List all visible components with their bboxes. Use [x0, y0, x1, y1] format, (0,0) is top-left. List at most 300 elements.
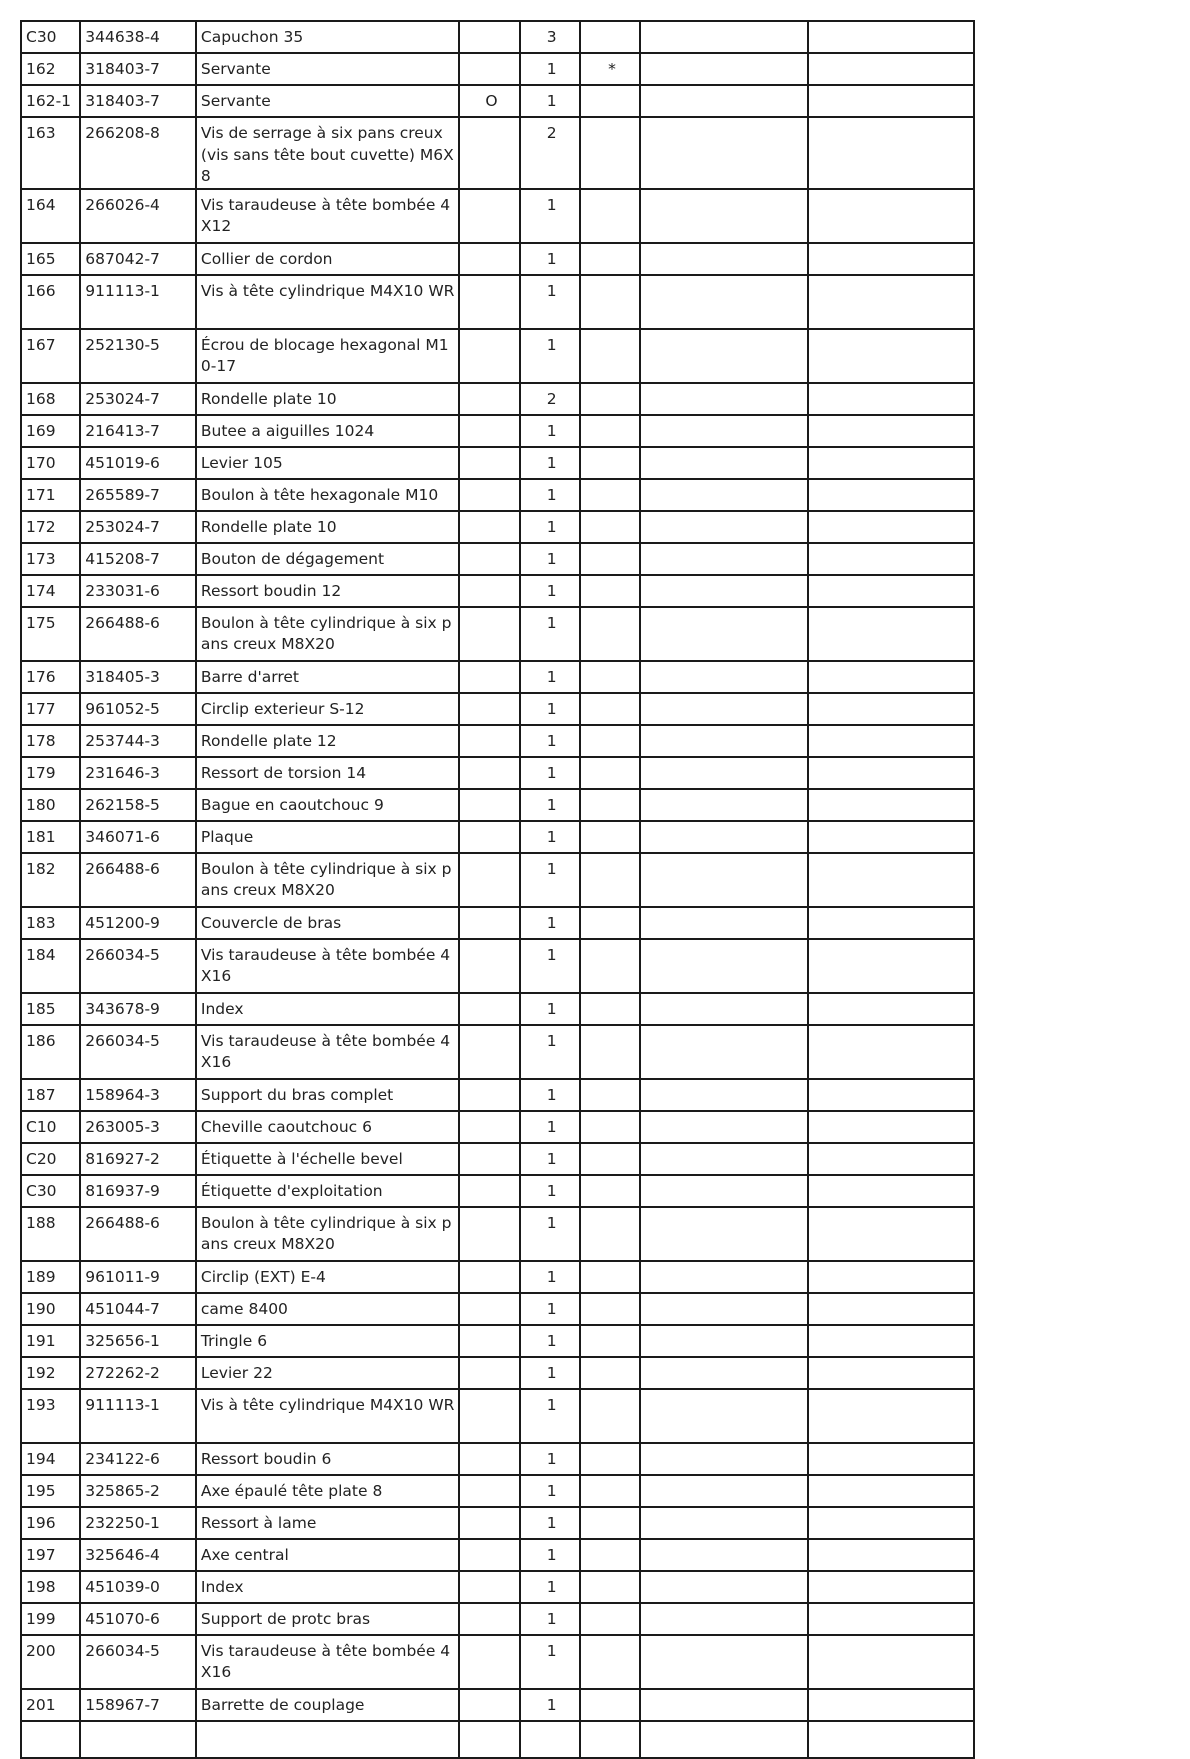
empty-cell: [808, 693, 974, 725]
item-number-cell: 200: [21, 1635, 80, 1689]
note-cell: [580, 757, 640, 789]
description-cell: Rondelle plate 12: [196, 725, 459, 757]
empty-cell: [808, 447, 974, 479]
empty-cell: [808, 725, 974, 757]
description-cell: Rondelle plate 10: [196, 511, 459, 543]
quantity-cell: 1: [520, 1357, 580, 1389]
option-cell: [459, 243, 519, 275]
empty-cell: [808, 1689, 974, 1721]
quantity-cell: 1: [520, 907, 580, 939]
quantity-cell: 1: [520, 1571, 580, 1603]
table-row: [21, 383, 974, 415]
description-cell: Vis taraudeuse à tête bombée 4X16: [196, 1635, 459, 1689]
table-row: [21, 415, 974, 447]
table-row: [21, 1143, 974, 1175]
empty-cell: [808, 1261, 974, 1293]
quantity-cell: 1: [520, 1475, 580, 1507]
empty-cell: [808, 415, 974, 447]
empty-cell: [808, 275, 974, 329]
empty-cell: [640, 575, 808, 607]
item-number-cell: 197: [21, 1539, 80, 1571]
empty-cell: [808, 1443, 974, 1475]
empty-cell: [640, 789, 808, 821]
note-cell: [580, 383, 640, 415]
quantity-cell: 1: [520, 607, 580, 661]
empty-cell: [808, 993, 974, 1025]
table-row: [21, 1603, 974, 1635]
quantity-cell: 1: [520, 757, 580, 789]
item-number-cell: C20: [21, 1143, 80, 1175]
empty-cell: [640, 543, 808, 575]
part-number-cell: 318405-3: [80, 661, 196, 693]
option-cell: [459, 821, 519, 853]
part-number-cell: 158964-3: [80, 1079, 196, 1111]
quantity-cell: 1: [520, 1443, 580, 1475]
quantity-cell: 1: [520, 789, 580, 821]
part-number-cell: 325656-1: [80, 1325, 196, 1357]
description-cell: Index: [196, 1571, 459, 1603]
note-cell: [580, 543, 640, 575]
empty-cell: [808, 1357, 974, 1389]
table-row: [21, 1079, 974, 1111]
quantity-cell: 1: [520, 725, 580, 757]
empty-cell: [640, 1025, 808, 1079]
note-cell: [580, 1207, 640, 1261]
empty-cell: [640, 117, 808, 189]
parts-table-body: [21, 21, 974, 1758]
note-cell: [580, 1143, 640, 1175]
empty-cell: [640, 275, 808, 329]
note-cell: [580, 853, 640, 907]
part-number-cell: 252130-5: [80, 329, 196, 383]
quantity-cell: 1: [520, 821, 580, 853]
item-number-cell: 192: [21, 1357, 80, 1389]
table-row: [21, 1475, 974, 1507]
part-number-cell: 233031-6: [80, 575, 196, 607]
part-number-cell: 265589-7: [80, 479, 196, 511]
item-number-cell: 162-1: [21, 85, 80, 117]
part-number-cell: 451019-6: [80, 447, 196, 479]
note-cell: [580, 725, 640, 757]
description-cell: Servante: [196, 53, 459, 85]
option-cell: [459, 661, 519, 693]
description-cell: Écrou de blocage hexagonal M10-17: [196, 329, 459, 383]
description-cell: Levier 22: [196, 1357, 459, 1389]
description-cell: Boulon à tête cylindrique à six pans creux M8X20: [196, 1207, 459, 1261]
description-cell: Plaque: [196, 821, 459, 853]
item-number-cell: 198: [21, 1571, 80, 1603]
empty-cell: [640, 1111, 808, 1143]
empty-cell: [640, 447, 808, 479]
item-number-cell: 182: [21, 853, 80, 907]
item-number-cell: 188: [21, 1207, 80, 1261]
option-cell: [459, 1635, 519, 1689]
part-number-cell: 266488-6: [80, 853, 196, 907]
table-row: [21, 511, 974, 543]
part-number-cell: 318403-7: [80, 85, 196, 117]
option-cell: [459, 21, 519, 53]
description-cell: Vis de serrage à six pans creux (vis sans tête bout cuvette) M6X8: [196, 117, 459, 189]
note-cell: [580, 1635, 640, 1689]
table-row: [21, 575, 974, 607]
description-cell: Cheville caoutchouc 6: [196, 1111, 459, 1143]
description-cell: came 8400: [196, 1293, 459, 1325]
empty-cell: [640, 1261, 808, 1293]
empty-cell: [808, 789, 974, 821]
empty-cell: [640, 415, 808, 447]
note-cell: [580, 1261, 640, 1293]
empty-cell: [808, 329, 974, 383]
description-cell: Boulon à tête cylindrique à six pans creux M8X20: [196, 607, 459, 661]
table-row: [21, 821, 974, 853]
description-cell: Étiquette à l'échelle bevel: [196, 1143, 459, 1175]
empty-cell: [808, 1721, 974, 1758]
part-number-cell: 266034-5: [80, 1025, 196, 1079]
part-number-cell: 253024-7: [80, 511, 196, 543]
quantity-cell: 1: [520, 243, 580, 275]
option-cell: [459, 1143, 519, 1175]
table-row: [21, 1025, 974, 1079]
empty-cell: [808, 1079, 974, 1111]
note-cell: [580, 607, 640, 661]
quantity-cell: 1: [520, 1207, 580, 1261]
option-cell: [459, 757, 519, 789]
option-cell: [459, 1357, 519, 1389]
table-row: [21, 447, 974, 479]
description-cell: Levier 105: [196, 447, 459, 479]
part-number-cell: 325865-2: [80, 1475, 196, 1507]
quantity-cell: 1: [520, 543, 580, 575]
option-cell: O: [459, 85, 519, 117]
table-row: [21, 479, 974, 511]
description-cell: Servante: [196, 85, 459, 117]
item-number-cell: 180: [21, 789, 80, 821]
part-number-cell: 451200-9: [80, 907, 196, 939]
table-row: [21, 1207, 974, 1261]
note-cell: [580, 993, 640, 1025]
quantity-cell: 1: [520, 53, 580, 85]
table-row: [21, 1175, 974, 1207]
item-number-cell: C30: [21, 1175, 80, 1207]
note-cell: [580, 329, 640, 383]
option-cell: [459, 1507, 519, 1539]
part-number-cell: 415208-7: [80, 543, 196, 575]
option-cell: [459, 1539, 519, 1571]
description-cell: Vis taraudeuse à tête bombée 4X16: [196, 1025, 459, 1079]
empty-cell: [808, 1389, 974, 1443]
part-number-cell: 266026-4: [80, 189, 196, 243]
table-row: [21, 275, 974, 329]
note-cell: [580, 789, 640, 821]
empty-cell: [808, 1475, 974, 1507]
empty-cell: [640, 607, 808, 661]
parts-list-page: [20, 20, 975, 1714]
part-number-cell: 158967-7: [80, 1689, 196, 1721]
option-cell: [459, 447, 519, 479]
empty-cell: [640, 1603, 808, 1635]
empty-cell: [640, 1357, 808, 1389]
empty-cell: [640, 821, 808, 853]
item-number-cell: 199: [21, 1603, 80, 1635]
note-cell: [580, 479, 640, 511]
note-cell: [580, 1079, 640, 1111]
quantity-cell: 1: [520, 1539, 580, 1571]
part-number-cell: 234122-6: [80, 1443, 196, 1475]
empty-cell: [808, 853, 974, 907]
note-cell: [580, 1293, 640, 1325]
item-number-cell: C10: [21, 1111, 80, 1143]
item-number-cell: 190: [21, 1293, 80, 1325]
quantity-cell: 1: [520, 661, 580, 693]
part-number-cell: 346071-6: [80, 821, 196, 853]
item-number-cell: 168: [21, 383, 80, 415]
item-number-cell: 167: [21, 329, 80, 383]
item-number-cell: 193: [21, 1389, 80, 1443]
empty-cell: [640, 383, 808, 415]
description-cell: Vis taraudeuse à tête bombée 4X12: [196, 189, 459, 243]
note-cell: [580, 243, 640, 275]
empty-cell: [640, 939, 808, 993]
item-number-cell: 196: [21, 1507, 80, 1539]
quantity-cell: 3: [520, 21, 580, 53]
option-cell: [459, 1475, 519, 1507]
description-cell: Vis à tête cylindrique M4X10 WR: [196, 275, 459, 329]
table-row: [21, 1111, 974, 1143]
empty-cell: [808, 383, 974, 415]
item-number-cell: 178: [21, 725, 80, 757]
empty-cell: [640, 1539, 808, 1571]
description-cell: Rondelle plate 10: [196, 383, 459, 415]
description-cell: Barrette de couplage: [196, 1689, 459, 1721]
quantity-cell: 1: [520, 1293, 580, 1325]
note-cell: [580, 1025, 640, 1079]
note-cell: [580, 511, 640, 543]
quantity-cell: 1: [520, 993, 580, 1025]
option-cell: [459, 543, 519, 575]
part-number-cell: 961011-9: [80, 1261, 196, 1293]
empty-cell: [640, 757, 808, 789]
empty-cell: [640, 853, 808, 907]
empty-cell: [640, 1443, 808, 1475]
table-row: [21, 725, 974, 757]
item-number-cell: 187: [21, 1079, 80, 1111]
description-cell: Collier de cordon: [196, 243, 459, 275]
option-cell: [459, 1207, 519, 1261]
part-number-cell: 266488-6: [80, 1207, 196, 1261]
table-row: [21, 661, 974, 693]
empty-cell: [808, 189, 974, 243]
quantity-cell: 1: [520, 1175, 580, 1207]
item-number-cell: 184: [21, 939, 80, 993]
note-cell: [580, 447, 640, 479]
part-number-cell: 318403-7: [80, 53, 196, 85]
table-row: [21, 757, 974, 789]
option-cell: [459, 189, 519, 243]
option-cell: [459, 1293, 519, 1325]
note-cell: [580, 907, 640, 939]
item-number-cell: 186: [21, 1025, 80, 1079]
note-cell: [580, 1443, 640, 1475]
note-cell: [580, 85, 640, 117]
table-row: [21, 939, 974, 993]
option-cell: [459, 1325, 519, 1357]
option-cell: [459, 1389, 519, 1443]
item-number-cell: 164: [21, 189, 80, 243]
empty-cell: [640, 479, 808, 511]
quantity-cell: 1: [520, 1025, 580, 1079]
quantity-cell: 1: [520, 329, 580, 383]
empty-cell: [640, 693, 808, 725]
quantity-cell: 1: [520, 189, 580, 243]
option-cell: [459, 575, 519, 607]
part-number-cell: 451044-7: [80, 1293, 196, 1325]
option-cell: [459, 1261, 519, 1293]
empty-cell: [808, 1603, 974, 1635]
option-cell: [459, 1689, 519, 1721]
part-number-cell: 272262-2: [80, 1357, 196, 1389]
empty-cell: [640, 329, 808, 383]
description-cell: Axe central: [196, 1539, 459, 1571]
item-number-cell: 175: [21, 607, 80, 661]
parts-table: [20, 20, 975, 1759]
quantity-cell: 2: [520, 383, 580, 415]
option-cell: [459, 607, 519, 661]
table-row: [21, 1293, 974, 1325]
item-number-cell: 174: [21, 575, 80, 607]
description-cell: Ressort à lame: [196, 1507, 459, 1539]
part-number-cell: 266488-6: [80, 607, 196, 661]
option-cell: [459, 117, 519, 189]
note-cell: [580, 939, 640, 993]
table-row: [21, 1507, 974, 1539]
quantity-cell: 1: [520, 1389, 580, 1443]
quantity-cell: 1: [520, 1603, 580, 1635]
quantity-cell: 1: [520, 511, 580, 543]
empty-cell: [640, 1389, 808, 1443]
empty-cell: [808, 1111, 974, 1143]
note-cell: [580, 189, 640, 243]
description-cell: Circlip exterieur S-12: [196, 693, 459, 725]
note-cell: [580, 1175, 640, 1207]
empty-cell: [640, 1689, 808, 1721]
description-cell: Vis à tête cylindrique M4X10 WR: [196, 1389, 459, 1443]
table-row: [21, 21, 974, 53]
description-cell: Tringle 6: [196, 1325, 459, 1357]
item-number-cell: 181: [21, 821, 80, 853]
table-row: [21, 693, 974, 725]
item-number-cell: 170: [21, 447, 80, 479]
item-number-cell: [21, 1721, 80, 1758]
option-cell: [459, 383, 519, 415]
description-cell: Support de protc bras: [196, 1603, 459, 1635]
part-number-cell: 253744-3: [80, 725, 196, 757]
note-cell: [580, 1357, 640, 1389]
empty-cell: [640, 1721, 808, 1758]
note-cell: [580, 117, 640, 189]
empty-cell: [640, 85, 808, 117]
quantity-cell: 1: [520, 1261, 580, 1293]
empty-cell: [640, 1635, 808, 1689]
option-cell: [459, 1111, 519, 1143]
table-row: [21, 117, 974, 189]
description-cell: Vis taraudeuse à tête bombée 4X16: [196, 939, 459, 993]
note-cell: *: [580, 53, 640, 85]
part-number-cell: 216413-7: [80, 415, 196, 447]
item-number-cell: 166: [21, 275, 80, 329]
quantity-cell: 1: [520, 1111, 580, 1143]
description-cell: Ressort boudin 6: [196, 1443, 459, 1475]
table-row: [21, 53, 974, 85]
item-number-cell: 191: [21, 1325, 80, 1357]
item-number-cell: 194: [21, 1443, 80, 1475]
description-cell: Boulon à tête hexagonale M10: [196, 479, 459, 511]
table-row: [21, 907, 974, 939]
quantity-cell: 1: [520, 275, 580, 329]
item-number-cell: 162: [21, 53, 80, 85]
empty-cell: [808, 243, 974, 275]
empty-cell: [808, 543, 974, 575]
table-row: [21, 1357, 974, 1389]
option-cell: [459, 1603, 519, 1635]
part-number-cell: 263005-3: [80, 1111, 196, 1143]
empty-cell: [640, 907, 808, 939]
description-cell: Support du bras complet: [196, 1079, 459, 1111]
table-row: [21, 1539, 974, 1571]
note-cell: [580, 415, 640, 447]
option-cell: [459, 53, 519, 85]
item-number-cell: 165: [21, 243, 80, 275]
empty-cell: [808, 661, 974, 693]
part-number-cell: 816927-2: [80, 1143, 196, 1175]
option-cell: [459, 725, 519, 757]
empty-cell: [640, 53, 808, 85]
item-number-cell: 176: [21, 661, 80, 693]
description-cell: [196, 1721, 459, 1758]
option-cell: [459, 789, 519, 821]
empty-cell: [808, 1143, 974, 1175]
option-cell: [459, 1443, 519, 1475]
empty-cell: [808, 1025, 974, 1079]
item-number-cell: 183: [21, 907, 80, 939]
option-cell: [459, 693, 519, 725]
option-cell: [459, 1025, 519, 1079]
quantity-cell: 1: [520, 1507, 580, 1539]
item-number-cell: 201: [21, 1689, 80, 1721]
note-cell: [580, 275, 640, 329]
item-number-cell: 189: [21, 1261, 80, 1293]
description-cell: Butee a aiguilles 1024: [196, 415, 459, 447]
item-number-cell: 171: [21, 479, 80, 511]
item-number-cell: 172: [21, 511, 80, 543]
description-cell: Index: [196, 993, 459, 1025]
empty-cell: [808, 821, 974, 853]
empty-cell: [808, 117, 974, 189]
quantity-cell: 1: [520, 1079, 580, 1111]
empty-cell: [640, 1207, 808, 1261]
option-cell: [459, 329, 519, 383]
empty-cell: [808, 1207, 974, 1261]
part-number-cell: 816937-9: [80, 1175, 196, 1207]
table-row: [21, 1261, 974, 1293]
option-cell: [459, 993, 519, 1025]
quantity-cell: 1: [520, 939, 580, 993]
table-row: [21, 1325, 974, 1357]
table-row: [21, 993, 974, 1025]
table-row: [21, 543, 974, 575]
note-cell: [580, 1507, 640, 1539]
part-number-cell: 344638-4: [80, 21, 196, 53]
empty-cell: [640, 243, 808, 275]
